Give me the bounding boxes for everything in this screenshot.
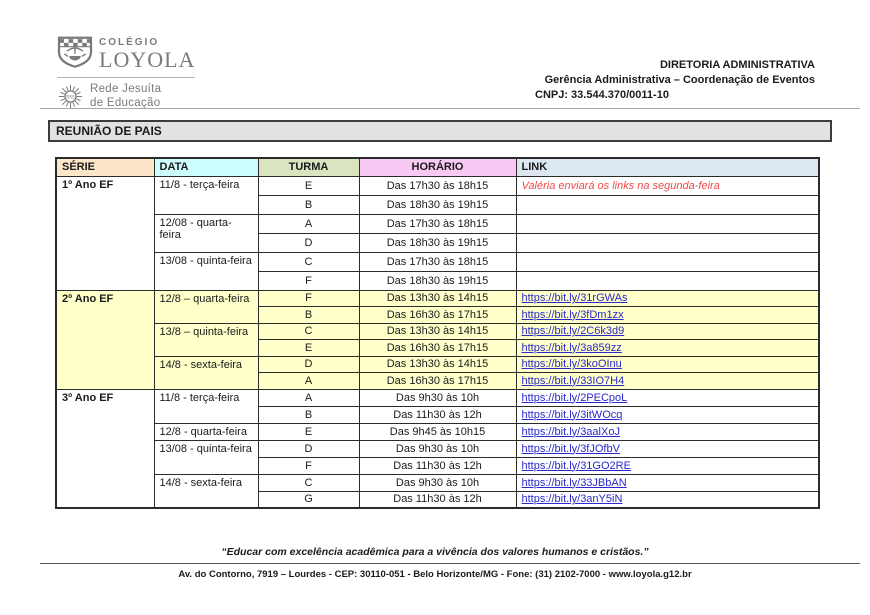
link-cell (516, 214, 819, 233)
class-cell: F (258, 457, 359, 474)
link-cell (516, 323, 819, 340)
column-header-link: LINK (516, 158, 819, 176)
meeting-link[interactable]: https://bit.ly/3a859zz (521, 341, 622, 354)
column-header-turma: TURMA (258, 158, 359, 176)
class-cell: B (258, 307, 359, 324)
department-line1: DIRETORIA ADMINISTRATIVA (659, 59, 815, 71)
meeting-link[interactable]: https://bit.ly/33JBbAN (521, 476, 627, 489)
jesuit-sunburst-icon (57, 83, 84, 110)
time-cell: Das 11h30 às 12h (359, 457, 516, 474)
time-cell: Das 18h30 às 19h15 (359, 271, 516, 290)
time-cell: Das 18h30 às 19h15 (359, 233, 516, 252)
date-cell: 13/08 - quinta-feira (154, 440, 258, 474)
meeting-link[interactable]: https://bit.ly/2PECpoL (521, 391, 628, 404)
class-cell: G (258, 491, 359, 508)
school-name-small: COLÉGIO (99, 37, 160, 48)
table-row (56, 214, 819, 233)
link-cell (516, 491, 819, 508)
time-cell: Das 9h30 às 10h (359, 474, 516, 491)
date-cell: 12/08 - quarta-feira (154, 214, 258, 252)
table-row (56, 252, 819, 271)
school-logo (57, 36, 217, 110)
table-row (56, 323, 819, 340)
time-cell: Das 11h30 às 12h (359, 491, 516, 508)
link-cell (516, 252, 819, 271)
meeting-link[interactable]: https://bit.ly/3fJOfbV (521, 442, 620, 455)
serie-cell: 1º Ano EF (56, 176, 154, 290)
date-cell: 13/8 – quinta-feira (154, 323, 258, 356)
class-cell: F (258, 271, 359, 290)
time-cell: Das 13h30 às 14h15 (359, 290, 516, 307)
time-cell: Das 13h30 às 14h15 (359, 323, 516, 340)
date-cell: 12/8 - quarta-feira (154, 423, 258, 440)
meeting-table-body (56, 176, 819, 508)
time-cell: Das 16h30 às 17h15 (359, 307, 516, 324)
link-pending-note: Valéria enviará os links na segunda-feira (521, 179, 720, 192)
date-cell: 14/8 - sexta-feira (154, 474, 258, 508)
link-cell (516, 340, 819, 357)
header-divider (40, 108, 860, 109)
meeting-link[interactable]: https://bit.ly/3fDm1zx (521, 308, 624, 321)
link-cell (516, 176, 819, 195)
meeting-link[interactable]: https://bit.ly/31rGWAs (521, 292, 628, 305)
time-cell: Das 18h30 às 19h15 (359, 195, 516, 214)
date-cell: 11/8 - terça-feira (154, 389, 258, 423)
link-cell (516, 271, 819, 290)
department-line2: Gerência Administrativa – Coordenação de Eventos (544, 74, 815, 87)
column-header-horario: HORÁRIO (359, 158, 516, 176)
footer-divider (40, 563, 860, 564)
column-header-data: DATA (154, 158, 258, 176)
meeting-link[interactable]: https://bit.ly/3aalXoJ (521, 425, 620, 438)
class-cell: E (258, 423, 359, 440)
date-cell: 13/08 - quinta-feira (154, 252, 258, 290)
time-cell: Das 17h30 às 18h15 (359, 252, 516, 271)
cnpj-line: CNPJ: 33.544.370/0011-10 (535, 89, 669, 102)
table-row (56, 356, 819, 373)
meeting-link[interactable]: https://bit.ly/3koOInu (521, 358, 622, 371)
link-cell (516, 389, 819, 406)
class-cell: D (258, 233, 359, 252)
serie-cell: 2º Ano EF (56, 290, 154, 389)
svg-text:IHS: IHS (66, 94, 75, 101)
meeting-link[interactable]: https://bit.ly/3itWOcq (521, 408, 623, 421)
class-cell: F (258, 290, 359, 307)
time-cell: Das 16h30 às 17h15 (359, 373, 516, 390)
meeting-schedule-table (55, 157, 820, 509)
link-cell (516, 307, 819, 324)
logo-divider (57, 77, 195, 78)
class-cell: A (258, 373, 359, 390)
loyola-shield-icon (57, 36, 93, 68)
link-cell (516, 457, 819, 474)
class-cell: C (258, 323, 359, 340)
link-cell (516, 406, 819, 423)
department-block (535, 58, 815, 104)
serie-cell: 3º Ano EF (56, 389, 154, 508)
school-name-large: LOYOLA (99, 47, 196, 72)
class-cell: B (258, 406, 359, 423)
class-cell: D (258, 356, 359, 373)
class-cell: A (258, 389, 359, 406)
network-name-line2: de Educação (90, 96, 161, 109)
link-cell (516, 474, 819, 491)
link-cell (516, 423, 819, 440)
class-cell: B (258, 195, 359, 214)
footer-quote: “Educar com excelência acadêmica para a vivência dos valores humanos e cristãos.” (221, 546, 649, 558)
class-cell: C (258, 252, 359, 271)
meeting-link[interactable]: https://bit.ly/31GO2RE (521, 459, 631, 472)
time-cell: Das 9h30 às 10h (359, 440, 516, 457)
date-cell: 11/8 - terça-feira (154, 176, 258, 214)
table-row (56, 176, 819, 195)
date-cell: 14/8 - sexta-feira (154, 356, 258, 389)
link-cell (516, 373, 819, 390)
time-cell: Das 16h30 às 17h15 (359, 340, 516, 357)
table-row (56, 290, 819, 307)
class-cell: E (258, 340, 359, 357)
column-header-serie: SÉRIE (56, 158, 154, 176)
table-row (56, 440, 819, 457)
time-cell: Das 13h30 às 14h15 (359, 356, 516, 373)
link-cell (516, 233, 819, 252)
class-cell: E (258, 176, 359, 195)
time-cell: Das 9h30 às 10h (359, 389, 516, 406)
time-cell: Das 17h30 às 18h15 (359, 176, 516, 195)
meeting-link[interactable]: https://bit.ly/2C6k3d9 (521, 325, 625, 338)
class-cell: D (258, 440, 359, 457)
link-cell (516, 290, 819, 307)
link-cell (516, 440, 819, 457)
time-cell: Das 11h30 às 12h (359, 406, 516, 423)
table-row (56, 423, 819, 440)
network-name-line1: Rede Jesuíta (90, 83, 162, 96)
time-cell: Das 9h45 às 10h15 (359, 423, 516, 440)
table-row (56, 389, 819, 406)
meeting-link[interactable]: https://bit.ly/3anY5iN (521, 493, 623, 506)
page-title: REUNIÃO DE PAIS (48, 120, 832, 142)
link-cell (516, 356, 819, 373)
footer-address: Av. do Contorno, 7919 – Lourdes - CEP: 30110-051 - Belo Horizonte/MG - Fone: (31) 2102-7000 - www.loyola.g12.br (178, 569, 692, 580)
time-cell: Das 17h30 às 18h15 (359, 214, 516, 233)
date-cell: 12/8 – quarta-feira (154, 290, 258, 323)
table-row (56, 474, 819, 491)
class-cell: C (258, 474, 359, 491)
class-cell: A (258, 214, 359, 233)
link-cell (516, 195, 819, 214)
meeting-link[interactable]: https://bit.ly/33IO7H4 (521, 374, 625, 387)
